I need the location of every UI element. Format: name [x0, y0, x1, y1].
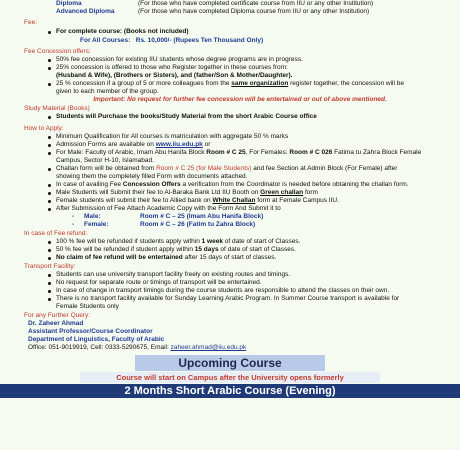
program-name: Diploma: [56, 0, 82, 7]
fee-all-courses: [0, 37, 460, 45]
concession-important-note: Important: No request for further fee concession will be entertained or out of above mentioned.: [93, 96, 387, 103]
fee-all-courses-label: For All Courses:: [80, 37, 131, 44]
refund-heading: In case of Fee refund:: [24, 230, 88, 237]
program-name: Advanced Diploma: [56, 8, 115, 15]
upcoming-course-note: Course will start on Campus after the University opens formerly: [80, 372, 380, 383]
submit-male-room: Room # C – 25 (Imam Abu Hanifa Block): [140, 213, 264, 220]
apply-item: Challan form will be obtained from Room # C 25 (for Male Students) and fee Section at Admin Block (For Female) after showing them the completely filled Form with documents attached.: [0, 165, 460, 181]
refund-list: [0, 238, 460, 262]
program-row-advanced-diploma: [0, 8, 460, 16]
fee-complete-course: For complete course: (Books not included): [0, 28, 460, 36]
coordinator-department: Department of Linguistics, Faculty of Arabic: [28, 336, 165, 343]
upcoming-course-title-bar: 2 Months Short Arabic Course (Evening): [0, 384, 460, 398]
transport-item: Students can use university transport facility freely on existing routes and timings.: [0, 271, 460, 279]
apply-item: Female students will submit their fee to Allied bank on White Challan form at Female Campus IIU.: [0, 197, 460, 205]
submit-female-room: Room # C – 26 (Fatim tu Zahra Block): [140, 221, 256, 228]
refund-item: No claim of fee refund will be entertained after 15 days of start of classes.: [0, 254, 460, 262]
submit-female: - Female: Room # C – 26 (Fatim tu Zahra Block): [72, 221, 256, 228]
transport-item: There is no transport facility available for Sunday Learning Arabic Program. In Summer Course transport is available for Female Students only: [0, 295, 460, 311]
apply-item: In case of availing Fee Concession Offers a verification from the Coordinator is needed before obtaining the challan form.: [0, 181, 460, 189]
submit-male: - Male: Room # C – 25 (Imam Abu Hanifa Block): [72, 213, 264, 220]
apply-item: Admission Forms are available on www.iiu.edu.pk or: [0, 141, 460, 149]
upcoming-course-banner: Upcoming Course: [135, 355, 325, 371]
fee-all-courses-value: Rs. 10,000/- (Rupees Ten Thousand Only): [135, 37, 264, 44]
coordinator-email-link[interactable]: zaheer.ahmad@iiu.edu.pk: [170, 344, 247, 351]
program-row-diploma: [0, 0, 460, 8]
refund-item: 50 % fee will be refunded if student apply within 15 days of date of start of Classes.: [0, 246, 460, 254]
coordinator-role: Assistant Professor/Course Coordinator: [28, 328, 153, 335]
refund-item: 100 % fee will be refunded if students apply within 1 week of date of start of Classes.: [0, 238, 460, 246]
program-desc: (For those who have completed certificate course from IIU or any other Institution): [138, 0, 374, 7]
program-desc: (For those who have completed Diploma course from IIU or any other Institution): [138, 8, 370, 15]
how-to-apply-heading: How to Apply:: [24, 125, 64, 132]
how-to-apply-list: [0, 133, 460, 213]
fee-concession-list: [0, 56, 460, 96]
coordinator-name: Dr. Zaheer Ahmad: [28, 320, 84, 327]
study-material-item: Students will Purchase the books/Study Material from the short Arabic Course office: [0, 113, 460, 121]
transport-item: In case of change in transport timings during the course students are responsible to attend the classes on their own.: [0, 287, 460, 295]
fee-concession-heading: Fee Concession offers:: [24, 48, 91, 55]
admission-form-link[interactable]: www.iiu.edu.pk: [155, 141, 203, 148]
query-heading: For any Further Query:: [24, 312, 91, 319]
study-material-heading: Study Material (Books): [24, 105, 90, 112]
submit-female-label: Female:: [84, 221, 109, 228]
transport-item: No request for separate route or timings of transport will be entertained.: [0, 279, 460, 287]
fee-list: [0, 28, 460, 36]
apply-item: Male Students will Submit their fee to Al-Baraka Bank Ltd IIU Booth on Green challan form: [0, 189, 460, 197]
fee-heading: Fee:: [24, 19, 38, 26]
study-material-list: [0, 113, 460, 121]
concession-item: 25 % concession if a group of 5 or more colleagues from the same organization register together, the concession will be given to each member of the group.: [0, 80, 460, 96]
submit-male-label: Male:: [84, 213, 101, 220]
concession-item: 25% concession is offered to those who Register together in these courses from: (Husband & Wife), (Brothers or Sisters), and (father/Son & Mother/Daughter).: [0, 64, 460, 80]
apply-item: Minimum Qualification for All courses is matriculation with aggregate 50 % marks: [0, 133, 460, 141]
transport-list: [0, 271, 460, 311]
transport-heading: Transport Facility:: [24, 263, 76, 270]
concession-item: 50% fee concession for existing IIU students whose degree programs are in progress.: [0, 56, 460, 64]
coordinator-contact: Office: 051-9019919, Cell: 0333-5290675, Email: zaheer.ahmad@iiu.edu.pk: [28, 344, 247, 351]
apply-item: After Submission of Fee Attach Academic Copy with the Form And Submit it to: [0, 205, 460, 213]
apply-item: For Male: Faculty of Arabic, Imam Abu Hanifa Block Room # C 25, For Females: Room # C 026 Fatima tu Zahra Block Female Campus, Sector H-10, Islamabad.: [0, 149, 460, 165]
